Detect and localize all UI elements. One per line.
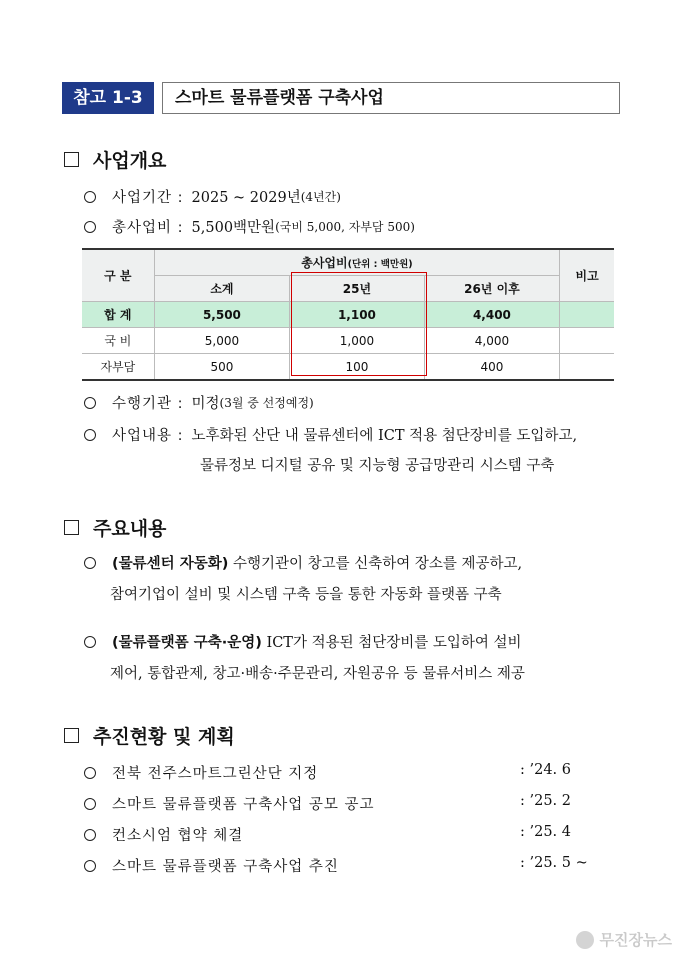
overview-agency bbox=[84, 392, 314, 413]
unit-label: (단위 : 백만원) bbox=[347, 259, 413, 270]
overview-content-line2: 물류정보 디지털 공유 및 지능형 공급망관리 시스템 구축 bbox=[200, 458, 555, 474]
cost-value: 5,500백만원 bbox=[191, 220, 276, 236]
main-item-1-title: (물류센터 자동화) bbox=[112, 556, 229, 572]
circle-bullet-icon bbox=[84, 557, 96, 569]
main-item-1 bbox=[84, 552, 522, 573]
plan-item bbox=[84, 762, 318, 783]
circle-bullet-icon bbox=[84, 636, 96, 648]
content-label: 사업내용 : bbox=[112, 428, 184, 444]
plan-item-date: : ’25. 5 ~ bbox=[520, 855, 588, 871]
circle-bullet-icon bbox=[84, 767, 96, 779]
cell-25: 1,100 bbox=[290, 302, 425, 328]
document-title: 스마트 물류플랫폼 구축사업 bbox=[162, 82, 620, 114]
plan-item-text: 전북 전주스마트그린산단 지정 bbox=[112, 766, 319, 782]
section-heading-text: 추진현황 및 계획 bbox=[93, 726, 235, 748]
cell-note bbox=[560, 328, 614, 354]
square-bullet-icon bbox=[64, 520, 79, 535]
circle-bullet-icon bbox=[84, 191, 96, 203]
section-heading-text: 주요내용 bbox=[93, 518, 167, 540]
circle-bullet-icon bbox=[84, 221, 96, 233]
cost-note: (국비 5,000, 자부담 500) bbox=[275, 220, 415, 234]
section-heading-text: 사업개요 bbox=[93, 150, 167, 172]
square-bullet-icon bbox=[64, 728, 79, 743]
total-cost-label: 총사업비 bbox=[301, 256, 348, 270]
main-item-2-text: ICT가 적용된 첨단장비를 도입하여 설비 bbox=[261, 635, 522, 651]
overview-content bbox=[84, 424, 577, 445]
table-header-category: 구 분 bbox=[82, 249, 154, 302]
section-main-heading bbox=[64, 514, 166, 541]
circle-bullet-icon bbox=[84, 829, 96, 841]
cell-25: 1,000 bbox=[290, 328, 425, 354]
square-bullet-icon bbox=[64, 152, 79, 167]
overview-cost bbox=[84, 216, 415, 237]
reference-tag: 참고 1-3 bbox=[62, 82, 154, 114]
cell-subtotal: 5,000 bbox=[154, 328, 290, 354]
highlight-box-25 bbox=[291, 272, 427, 376]
main-item-1-line2: 참여기업이 설비 및 시스템 구축 등을 통한 자동화 플랫폼 구축 bbox=[110, 587, 502, 603]
row-label: 자부담 bbox=[82, 354, 154, 381]
plan-item-date: : ’25. 4 bbox=[520, 824, 571, 840]
section-plan-heading bbox=[64, 722, 235, 749]
period-label: 사업기간 : bbox=[112, 190, 184, 206]
main-item-2 bbox=[84, 631, 522, 652]
cost-label: 총사업비 : bbox=[112, 220, 184, 236]
content-line1: 노후화된 산단 내 물류센터에 ICT 적용 첨단장비를 도입하고, bbox=[191, 428, 578, 444]
overview-period bbox=[84, 186, 341, 207]
circle-bullet-icon bbox=[84, 798, 96, 810]
plan-item bbox=[84, 855, 339, 876]
section-overview-heading bbox=[64, 146, 166, 173]
watermark-text: 무진장뉴스 bbox=[599, 931, 672, 949]
main-item-2-line2: 제어, 통합관제, 창고·배송·주문관리, 자원공유 등 물류서비스 제공 bbox=[110, 666, 525, 682]
plan-item-date: : ’25. 2 bbox=[520, 793, 571, 809]
circle-bullet-icon bbox=[84, 860, 96, 872]
circle-bullet-icon bbox=[84, 429, 96, 441]
period-value: 2025 ~ 2029년 bbox=[191, 190, 301, 206]
table-header-26: 26년 이후 bbox=[424, 276, 560, 302]
agency-label: 수행기관 : bbox=[112, 396, 184, 412]
watermark-logo-icon bbox=[576, 931, 594, 949]
cell-note bbox=[560, 302, 614, 328]
agency-note: (3월 중 선정예정) bbox=[219, 396, 314, 410]
table-header-note: 비고 bbox=[560, 249, 614, 302]
agency-value: 미정 bbox=[191, 396, 220, 412]
main-item-1-text: 수행기관이 창고를 신축하여 장소를 제공하고, bbox=[228, 556, 523, 572]
period-note: (4년간) bbox=[300, 190, 341, 204]
plan-item-text: 컨소시엄 협약 체결 bbox=[112, 828, 244, 844]
cell-subtotal: 500 bbox=[154, 354, 290, 381]
plan-item-text: 스마트 물류플랫폼 구축사업 추진 bbox=[112, 859, 339, 875]
main-item-2-title: (물류플랫폼 구축·운영) bbox=[112, 635, 262, 651]
row-label: 합 계 bbox=[82, 302, 154, 328]
circle-bullet-icon bbox=[84, 397, 96, 409]
cell-26: 4,400 bbox=[424, 302, 560, 328]
cell-25: 100 bbox=[290, 354, 425, 381]
cell-subtotal: 5,500 bbox=[154, 302, 290, 328]
cell-note bbox=[560, 354, 614, 381]
plan-item-text: 스마트 물류플랫폼 구축사업 공모 공고 bbox=[112, 797, 375, 813]
table-header-25: 25년 bbox=[290, 276, 425, 302]
table-header-subtotal: 소계 bbox=[154, 276, 290, 302]
cell-26: 400 bbox=[424, 354, 560, 381]
title-bar bbox=[62, 82, 620, 114]
plan-item bbox=[84, 824, 243, 845]
cell-26: 4,000 bbox=[424, 328, 560, 354]
row-label: 국 비 bbox=[82, 328, 154, 354]
watermark bbox=[576, 929, 672, 950]
plan-item-date: : ’24. 6 bbox=[520, 762, 571, 778]
plan-item bbox=[84, 793, 375, 814]
